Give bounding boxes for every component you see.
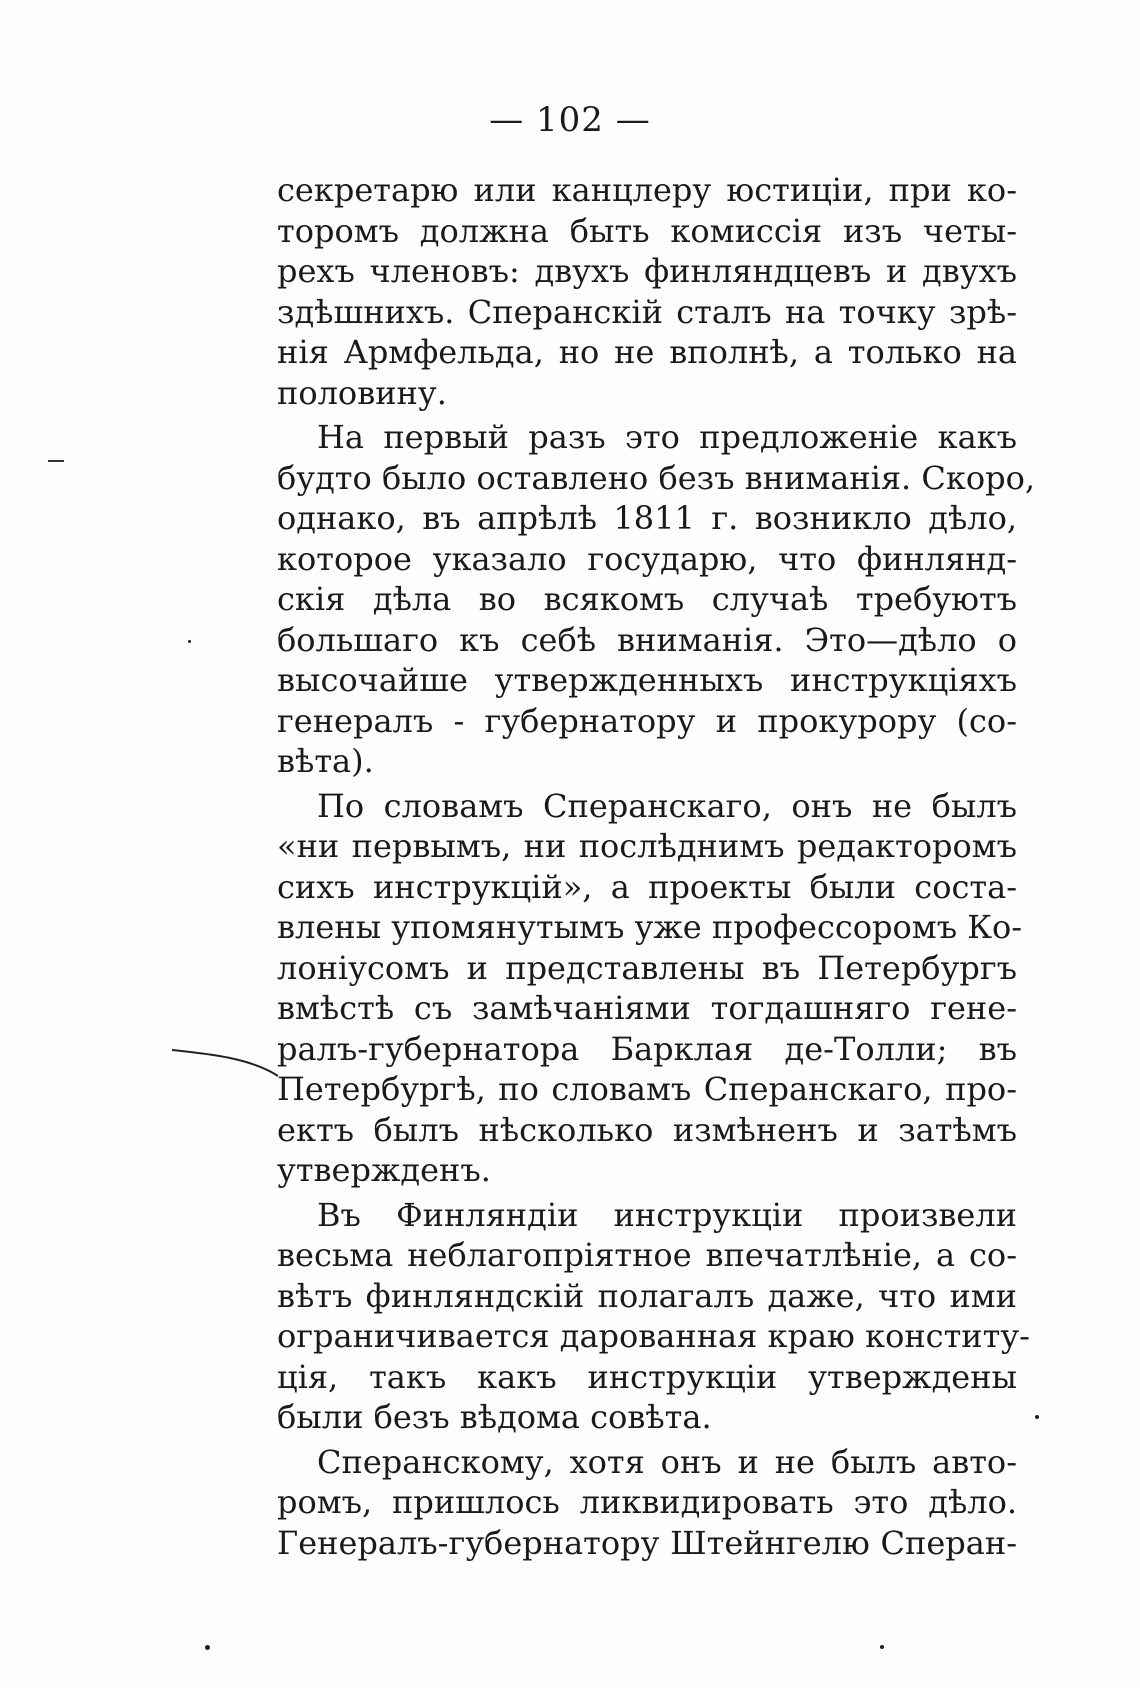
speck-mark [205,1645,210,1650]
margin-dash-mark [48,460,64,462]
text-line: ограничивается дарованная краю конститу- [277,1317,1030,1355]
text-line: генералъ - губернатору и прокурору (со- [277,701,1017,740]
text-line: однако, въ апрѣлѣ 1811 г. возникло дѣло, [277,499,1017,537]
text-line: вмѣстѣ съ замѣчаніями тогдашняго гене- [277,989,1017,1027]
text-line: утвержденъ. [277,1151,491,1189]
text-line: весьма неблагопріятное впечатлѣніе, а со- [277,1236,1017,1274]
text-line: вѣта). [277,742,374,780]
text-line: которое указало государю, что финлянд- [277,539,1017,578]
text-line: были безъ вѣдома совѣта. [277,1398,712,1436]
text-line: скія дѣла во всякомъ случаѣ требуютъ [277,580,1017,618]
text-line: ектъ былъ нѣсколько измѣненъ и затѣмъ [277,1110,1017,1149]
text-line: здѣшнихъ. Сперанскій сталъ на точку зрѣ- [277,292,1017,331]
speck-mark [1035,1415,1039,1419]
text-line: высочайше утвержденныхъ инструкціяхъ [277,661,1017,699]
text-line: будто было оставлено безъ вниманія. Скоро, [277,458,1036,497]
text-line: ралъ-губернатора Барклая де-Толли; въ [277,1029,1017,1068]
text-line: большаго къ себѣ вниманія. Это—дѣло о [277,620,1017,659]
text-line: Петербургѣ, по словамъ Сперанскаго, про- [277,1070,1017,1108]
text-line: нія Армфельда, но не вполнѣ, а только на [277,333,1017,371]
text-line: влены упомянутымъ уже профессоромъ Ко- [277,908,1023,946]
text-line: «ни первымъ, ни послѣднимъ редакторомъ [277,827,1017,865]
text-line: Генералъ-губернатору Штейнгелю Сперан- [277,1523,1017,1562]
text-line: сихъ инструкцій», а проекты были соста- [277,867,1017,906]
speck-mark [188,640,191,643]
page-number: — 102 — [489,100,651,140]
text-line: рехъ членовъ: двухъ финляндцевъ и двухъ [277,252,1017,290]
text-line: По словамъ Сперанскаго, онъ не былъ [317,786,1017,825]
text-line: половину. [277,373,447,412]
speck-mark [880,1645,884,1649]
text-line: лоніусомъ и представлены въ Петербургъ [277,948,1017,987]
margin-pencil-line [170,1048,280,1078]
text-line: ція, такъ какъ инструкціи утверждены [277,1357,1017,1396]
text-line: Сперанскому, хотя онъ и не былъ авто- [317,1442,1017,1481]
text-line: ромъ, пришлось ликвидировать это дѣло. [277,1483,1017,1521]
text-line: торомъ должна быть комиссія изъ четы- [277,211,1017,250]
text-line: Въ Финляндіи инструкціи произвели [317,1195,1017,1234]
text-line: На первый разъ это предложеніе какъ [317,418,1017,456]
text-line: секретарю или канцлеру юстиціи, при ко- [277,171,1017,209]
body-text [277,170,1036,1563]
text-line: вѣтъ финляндскій полагалъ даже, что ими [277,1276,1017,1315]
